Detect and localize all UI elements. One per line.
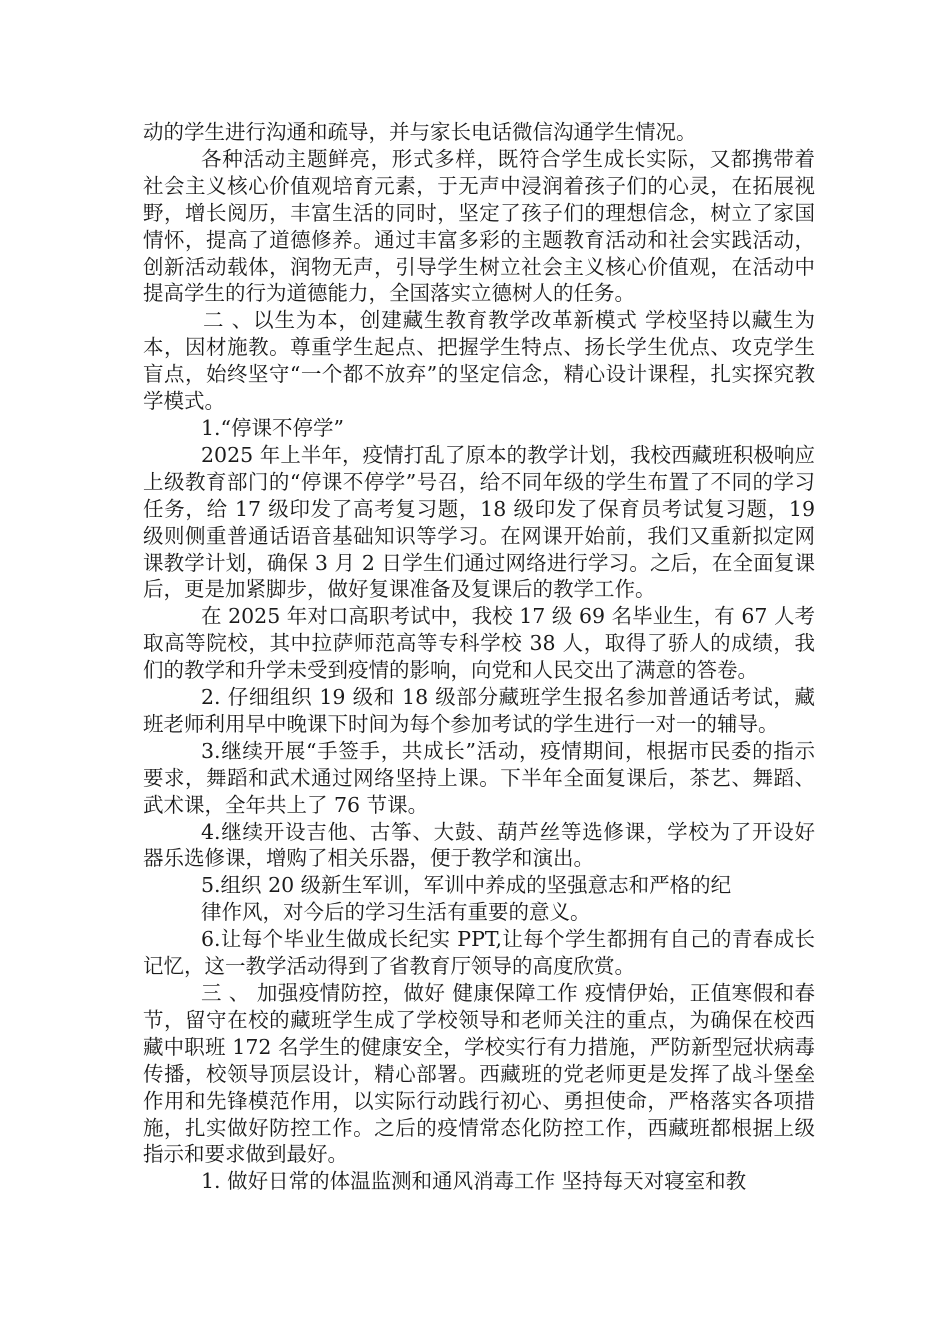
paragraph-exam-results: 在 2025 年对口高职考试中，我校 17 级 69 名毕业生，有 67 人考取高等院校，其中拉萨师范高等专科学校 38 人，取得了骄人的成绩，我们的教学和升学未受到疫情的影响，向党和人民交出了满意的答卷。 <box>143 604 815 683</box>
section-heading-two: 二 、以生为本，创建藏生教育教学改革新模式 学校坚持以藏生为本，因材施教。尊重学生起点、把握学生特点、扬长学生优点、攻克学生盲点，始终坚守“一个都不放弃”的坚定信念，精心设计课程，扎实探究教学模式。 <box>143 308 815 414</box>
list-item-5-continuation: 律作风，对今后的学习生活有重要的意义。 <box>201 900 591 925</box>
list-item-4: 4.继续开设吉他、古筝、大鼓、葫芦丝等选修课，学校为了开设好器乐选修课，增购了相关乐器，便于教学和演出。 <box>143 819 815 871</box>
list-item-6: 6.让每个毕业生做成长纪实 PPT,让每个学生都拥有自己的青春成长记忆，这一教学活动得到了省教育厅领导的高度欣赏。 <box>143 927 815 979</box>
section-heading-three: 三 、 加强疫情防控，做好 健康保障工作 疫情伊始，正值寒假和春节，留守在校的藏班学生成了学校领导和老师关注的重点，为确保在校西藏中职班 172 名学生的健康安全，学校实行有力措施，严防新型冠状病毒传播，校领导顶层设计，精心部署。西藏班的党老师更是发挥了战斗堡垒作用和先锋模范作用，以实际行动践行初心、勇担使命，严格落实各项措施，扎实做好防控工作。之后的疫情常态化防控工作，西藏班都根据上级指示和要求做到最好。 <box>143 981 815 1167</box>
list-item-2: 2. 仔细组织 19 级和 18 级部分藏班学生报名参加普通话考试，藏班老师利用早中晚课下时间为每个参加考试的学生进行一对一的辅导。 <box>143 685 815 736</box>
paragraph-online-teaching: 2025 年上半年，疫情打乱了原本的教学计划，我校西藏班积极响应上级教育部门的“停课不停学”号召，给不同年级的学生布置了不同的学习任务，给 17 级印发了高考复习题，18 级印发了保育员考试复习题，19 级则侧重普通话语音基础知识等学习。在网课开始前，我们又重新拟定网课教学计划，确保 3 月 2 日学生们通过网络进行学习。之后，在全面复课后，更是加紧脚步，做好复课准备及复课后的教学工作。 <box>143 442 815 602</box>
list-item-3: 3.继续开展“手签手，共成长”活动，疫情期间，根据市民委的指示要求，舞蹈和武术通过网络坚持上课。下半年全面复课后，茶艺、舞蹈、武术课，全年共上了 76 节课。 <box>143 738 815 817</box>
document-body <box>143 119 815 1195</box>
paragraph-activities-summary: 各种活动主题鲜亮，形式多样，既符合学生成长实际，又都携带着社会主义核心价值观培育元素，于无声中浸润着孩子们的心灵，在拓展视野，增长阅历，丰富生活的同时，坚定了孩子们的理想信念，树立了家国情怀，提高了道德修养。通过丰富多彩的主题教育活动和社会实践活动，创新活动载体，润物无声，引导学生树立社会主义核心价值观，在活动中提高学生的行为道德能力，全国落实立德树人的任务。 <box>143 146 815 306</box>
list-item-heading-1: 1.“停课不停学” <box>201 415 345 440</box>
list-item-5: 5.组织 20 级新生军训，军训中养成的坚强意志和严格的纪 <box>201 873 732 898</box>
paragraph-continuation: 动的学生进行沟通和疏导，并与家长电话微信沟通学生情况。 <box>143 120 697 144</box>
list-item-health-1: 1. 做好日常的体温监测和通风消毒工作 坚持每天对寝室和教 <box>201 1169 747 1194</box>
